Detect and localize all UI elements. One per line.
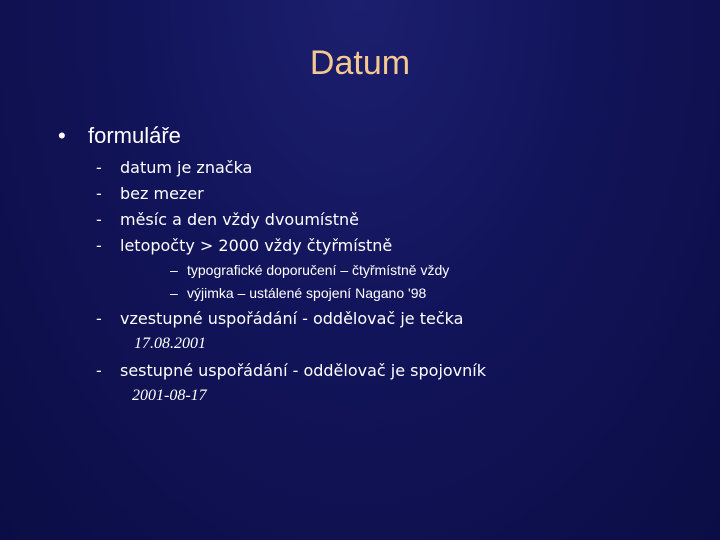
- sub-item-text: letopočty > 2000 vždy čtyřmístně: [120, 236, 393, 255]
- sub-item: [96, 361, 486, 380]
- dash-marker: -: [96, 361, 102, 380]
- dash-marker: -: [96, 309, 102, 328]
- sub-sub-item-text: výjimka – ustálené spojení Nagano '98: [187, 285, 427, 301]
- sub-item: [96, 158, 252, 177]
- sub-sub-item: [170, 285, 426, 301]
- sub-item-text: sestupné uspořádání - oddělovač je spojovník: [120, 361, 486, 380]
- slide-title: Datum: [309, 44, 411, 82]
- dash-marker: –: [170, 285, 178, 301]
- date-example-descending: 2001-08-17: [132, 387, 207, 404]
- sub-sub-item: [170, 262, 449, 278]
- dash-marker: -: [96, 158, 102, 177]
- bullet-item-formulare: [58, 123, 181, 149]
- dash-marker: –: [170, 262, 178, 278]
- sub-item: [96, 236, 392, 255]
- sub-item-text: datum je značka: [120, 158, 253, 177]
- dash-marker: -: [96, 236, 102, 255]
- sub-item-text: bez mezer: [120, 184, 204, 203]
- sub-item-text: vzestupné uspořádání - oddělovač je tečka: [120, 309, 464, 328]
- sub-item-text: měsíc a den vždy dvoumístně: [120, 210, 359, 229]
- sub-sub-item-text: typografické doporučení – čtyřmístně vždy: [187, 262, 450, 278]
- sub-item: [96, 184, 204, 203]
- date-example-ascending: 17.08.2001: [134, 335, 206, 352]
- sub-item: [96, 210, 359, 229]
- dash-marker: -: [96, 210, 102, 229]
- bullet-marker: •: [58, 123, 66, 148]
- bullet-text: formuláře: [88, 123, 181, 148]
- dash-marker: -: [96, 184, 102, 203]
- sub-item: [96, 309, 463, 328]
